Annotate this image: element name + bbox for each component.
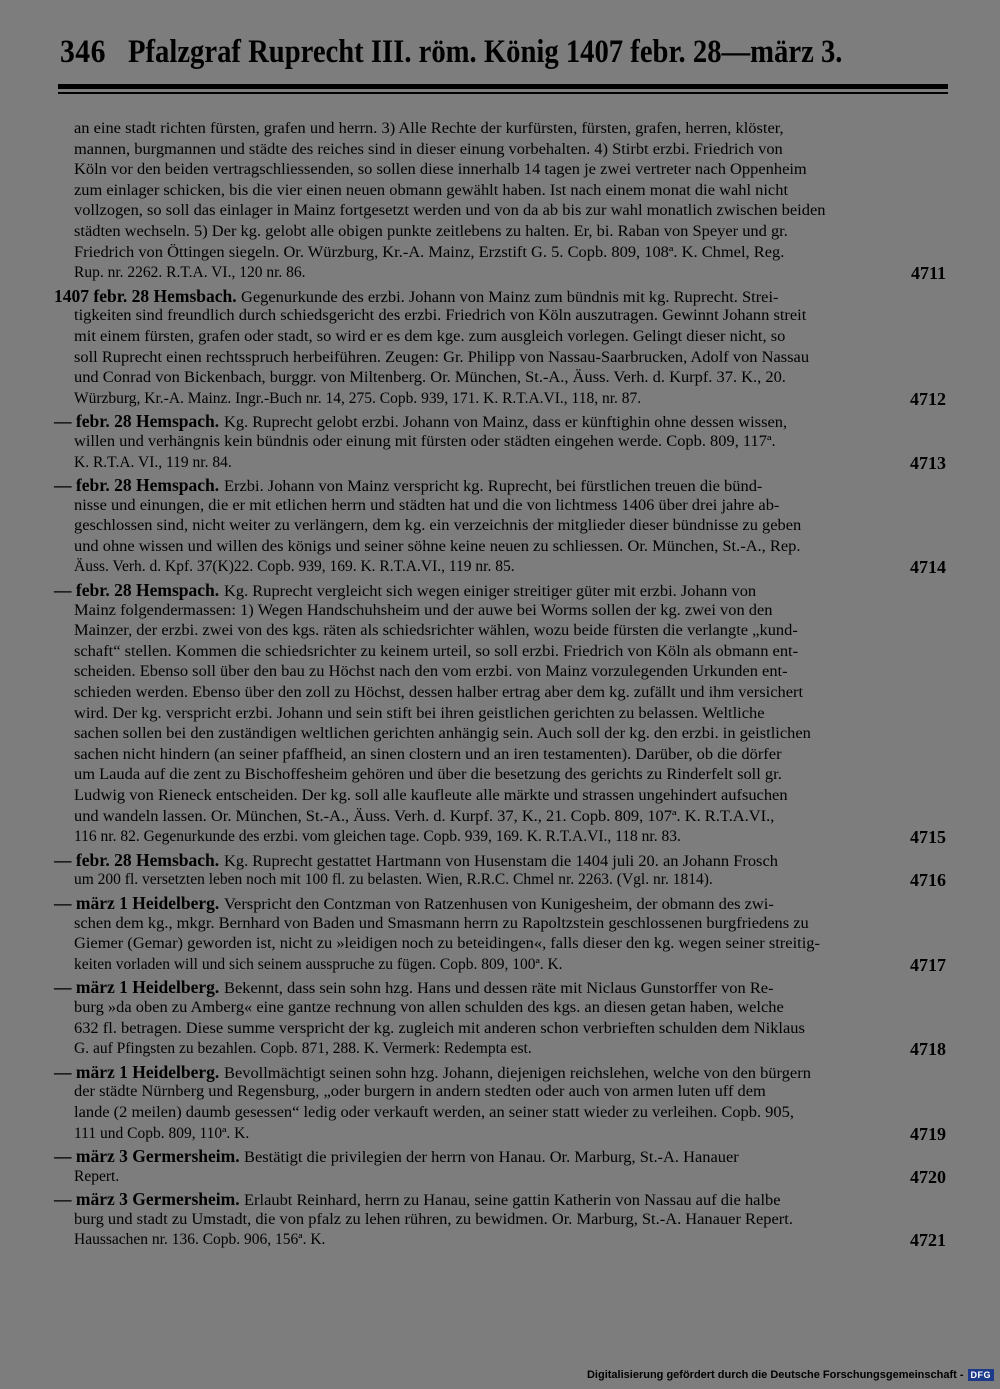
page-title: Pfalzgraf Ruprecht III. röm. König 1407 febr. 28—märz 3. [128, 34, 843, 70]
entry-line [74, 1082, 946, 1103]
entry-line [74, 1103, 946, 1124]
entry-date-place: — febr. 28 Hemspach. [54, 475, 224, 496]
entry-line [74, 1039, 946, 1060]
register-entry [54, 977, 946, 1060]
entry-text: willen und verhängnis kein bündnis oder einung mit fürsten oder städten eingehen werde. Copb. 809, 117ª. [74, 432, 776, 450]
entry-line [54, 1062, 946, 1083]
entry-text: und ohne wissen und willen des königs und seiner söhne keine neuen zu schliessen. Or. München, St.-A., Rep. [74, 537, 801, 555]
entry-line [74, 181, 946, 202]
register-entry [54, 580, 946, 848]
entry-line [74, 389, 946, 410]
entry-text: Erlaubt Reinhard, herrn zu Hanau, seine gattin Katherin von Nassau auf die halbe [244, 1192, 781, 1210]
entry-text: geschlossen sind, nicht weiter zu verlängern, dem kg. ein verzeichnis der mitglieder dieser bündnisse zu geben [74, 517, 802, 535]
entry-line [74, 683, 946, 704]
entry-text: keiten vorladen will und sich seinem ausspruche zu fügen. Copb. 809, 100ª. K. [74, 955, 563, 973]
entry-line [74, 704, 946, 725]
entry-text: um 200 fl. versetzten leben noch mit 100 fl. zu belasten. Wien, R.R.C. Chmel nr. 2263. (Vgl. nr. 1814). [74, 871, 713, 889]
entry-date-place: — märz 3 Germersheim. [54, 1189, 244, 1210]
entry-text: burg und stadt zu Umstadt, die von pfalz zu lehen rühren, zu bewidmen. Or. Marburg, St.-A. Hanauer Repert. [74, 1210, 793, 1228]
entry-line [74, 807, 946, 828]
dfg-logo: DFG [968, 1369, 995, 1381]
entry-text: vollzogen, so soll das einlager in Mainz fortgesetzt werden und von da ab bis zur wahl monatlich zwischen beiden [74, 202, 826, 220]
entry-text: schen dem kg., mkgr. Bernhard von Baden und Smasmann herrn zu Rapoltzstein geschlossenen burgfriedens zu [74, 914, 809, 932]
entry-text: 632 fl. betragen. Diese summe verspricht der kg. zugleich mit anderen schon verbrieften schulden dem Niklaus [74, 1019, 805, 1037]
entry-text: zum einlager schicken, bis die vier einen neuen obmann gewählt haben. Ist nach einem monat die wahl nicht [74, 181, 789, 199]
entry-date-place: — febr. 28 Hemsbach. [54, 849, 224, 870]
entry-line [74, 327, 946, 348]
entry-text: Ludwig von Rieneck entscheiden. Der kg. soll alle kaufleute alle märkte und strassen ungehindert aufsuchen [74, 787, 788, 804]
entry-line [74, 119, 946, 140]
entry-text: nisse und einungen, die er mit etlichen herrn und städten hat und die von lichtmess 1406 über drei jahre ab- [74, 496, 780, 514]
entry-line [74, 160, 946, 181]
entry-line [74, 496, 946, 517]
entry-line [54, 850, 946, 871]
entry-text: 116 nr. 82. Gegenurkunde des erzbi. vom gleichen tage. Copb. 939, 169. K. R.T.A.VI., 118 nr. 83. [74, 828, 681, 846]
entry-date-place: — märz 1 Heidelberg. [54, 977, 224, 998]
entry-text: mannen, burgmannen und städte des reiches sind in dieser einung vorbehalten. 4) Stirbt erzbi. Friedrich von [74, 140, 783, 158]
entry-line [74, 998, 946, 1019]
entry-number: 4712 [910, 388, 946, 409]
entry-text: Verspricht den Contzman von Ratzenhusen von Kunigesheim, der obmann des zwi- [223, 895, 774, 913]
entry-text: G. auf Pfingsten zu bezahlen. Copb. 871, 288. K. Vermerk: Redempta est. [74, 1040, 532, 1058]
entry-line [74, 934, 946, 955]
entry-text: Bevollmächtigt seinen sohn hzg. Johann, diejenigen reichslehen, welche von den bürgern [223, 1064, 811, 1082]
entry-text: und Conrad von Bickenbach, burggr. von Miltenberg. Or. München, St.-A., Äuss. Verh. d. Kurpf. 37. K., 20. [74, 369, 786, 387]
footer-text: Digitalisierung gefördert durch die Deutsche Forschungsgemeinschaft - [586, 1369, 964, 1381]
register-entry [54, 475, 946, 578]
entry-line [74, 140, 946, 161]
entry-text: schaft“ stellen. Kommen die schiedsrichter zu keinem urteil, so soll erzbi. Friedrich von Köln als obmann ent- [74, 642, 799, 660]
entry-text: Kg. Ruprecht gelobt erzbi. Johann von Mainz, dass er künftighin ohne dessen wissen, [223, 414, 787, 432]
entry-line [74, 1019, 946, 1040]
entry-line [54, 286, 946, 307]
entry-date-place: — febr. 28 Hemspach. [54, 580, 224, 601]
entry-text: sachen nicht hindern (an seiner pfaffheid, an sinen clostern und an iren testamenten). Darüber, ob die dörfer [74, 745, 782, 763]
entry-text: Kg. Ruprecht vergleicht sich wegen einiger streitiger güter mit erzbi. Johann von [223, 583, 756, 601]
entry-text: Bekennt, dass sein sohn hzg. Hans und dessen räte mit Niclaus Gunstorffer von Re- [223, 980, 774, 998]
entry-text: mit einem fürsten, grafen oder stadt, so wird er es dem kge. zum ausgleich vorlegen. Gelingt dieser nicht, so [74, 327, 786, 345]
entry-text: tigkeiten sind freundlich durch schiedsgericht des erzbi. Friedrich von Köln auszutragen. Gewinnt Johann streit [74, 307, 807, 325]
entry-date-place: — märz 1 Heidelberg. [54, 1061, 224, 1082]
entry-text: Würzburg, Kr.-A. Mainz. Ingr.-Buch nr. 14, 275. Copb. 939, 171. K. R.T.A.VI., 118, nr. 87. [74, 389, 642, 407]
entry-date-place: — märz 1 Heidelberg. [54, 892, 224, 913]
entry-line [74, 453, 946, 474]
register-entry [54, 892, 946, 975]
entry-text: Bestätigt die privilegien der herrn von Hanau. Or. Marburg, St.-A. Hanauer [244, 1149, 739, 1167]
entry-line [74, 348, 946, 369]
register-entries [54, 119, 946, 1251]
entry-line [74, 201, 946, 222]
entry-line [74, 516, 946, 537]
page-number: 346 [60, 34, 106, 70]
entry-text: um Lauda auf die zent zu Bischoffesheim gehören und über die besetzung des gerichts zu Rinderfelt soll gr. [74, 766, 782, 784]
entry-line [54, 977, 946, 998]
entry-line [74, 222, 946, 243]
entry-text: städten wechseln. 5) Der kg. gelobt alle obigen punkte zeitlebens zu halten. Er, bi. Raban von Speyer und gr. [74, 222, 788, 240]
entry-number: 4721 [910, 1230, 946, 1251]
entry-line [74, 263, 946, 284]
header-rule-thick [58, 84, 948, 89]
entry-text: Repert. [74, 1167, 120, 1185]
register-entry [54, 1061, 946, 1144]
entry-text: Mainz folgendermassen: 1) Wegen Handschuhsheim und der auwe bei Worms sollen der kg. zwei von den [74, 601, 773, 619]
entry-text: burg »da oben zu Amberg« eine gantze rechnung von allen schulden des kgs. an diesen getan haben, welche [74, 998, 784, 1016]
entry-line [74, 368, 946, 389]
entry-line [74, 601, 946, 622]
entry-line [74, 786, 946, 807]
page-header [60, 34, 950, 74]
entry-date-place: — febr. 28 Hemspach. [54, 411, 224, 432]
entry-line [74, 306, 946, 327]
entry-line [74, 621, 946, 642]
entry-line [54, 1189, 946, 1210]
register-entry [54, 411, 946, 473]
entry-line [54, 411, 946, 432]
entry-line [74, 745, 946, 766]
entry-line [74, 537, 946, 558]
entry-line [74, 1210, 946, 1231]
entry-number: 4713 [910, 452, 946, 473]
entry-text: Gegenurkunde des erzbi. Johann von Mainz zum bündnis mit kg. Ruprecht. Strei- [241, 288, 779, 306]
entry-line [74, 642, 946, 663]
entry-text: wird. Der kg. verspricht erzbi. Johann und sein stift bei ihren geistlichen gerichten zu belassen. Weltliche [74, 704, 765, 722]
entry-line [54, 475, 946, 496]
entry-number: 4711 [910, 263, 946, 284]
entry-text: schieden werden. Ebenso über den zoll zu Höchst, dessen halber ertrag aber dem kg. zufällt und ihm versichert [74, 684, 804, 702]
entry-text: der städte Nürnberg und Regensburg, „oder burgern in andern stedten oder auch von armen luten uff dem [74, 1083, 766, 1101]
entry-line [74, 1230, 946, 1251]
entry-text: Äuss. Verh. d. Kpf. 37(K)22. Copb. 939, 169. K. R.T.A.VI., 119 nr. 85. [74, 558, 515, 576]
entry-text: Mainzer, der erzbi. zwei von des kgs. räten als schiedsrichter wählen, wozu beide fürsten die verlangte „kund- [74, 622, 798, 640]
entry-text: Friedrich von Öttingen siegeln. Or. Würzburg, Kr.-A. Mainz, Erzstift G. 5. Copb. 809, 108ª. K. Chmel, Reg. [74, 243, 785, 261]
entry-number: 4716 [910, 870, 946, 891]
entry-text: 111 und Copb. 809, 110ª. K. [74, 1124, 250, 1142]
register-entry [54, 1189, 946, 1251]
entry-number: 4715 [910, 827, 946, 848]
entry-number: 4714 [910, 557, 946, 578]
entry-line [74, 1124, 946, 1145]
register-entry [54, 285, 946, 410]
entry-line [74, 557, 946, 578]
entry-line [74, 765, 946, 786]
entry-date-place: — märz 3 Germersheim. [54, 1146, 244, 1167]
entry-number: 4719 [910, 1123, 946, 1144]
entry-text: an eine stadt richten fürsten, grafen und herrn. 3) Alle Rechte der kurfürsten, fürsten, grafen, herren, klöster, [74, 120, 784, 137]
entry-line [54, 1146, 946, 1167]
entry-line [74, 724, 946, 745]
register-entry [54, 849, 946, 891]
entry-line [74, 955, 946, 976]
entry-text: Kg. Ruprecht gestattet Hartmann von Husenstam die 1404 juli 20. an Johann Frosch [223, 852, 778, 870]
entry-text: Giemer (Gemar) geworden ist, nicht zu »leidigen noch zu beteidingen«, falls dieser den kg. wegen seiner streitig- [74, 935, 820, 953]
entry-line [74, 662, 946, 683]
entry-line [74, 827, 946, 848]
entry-text: Erzbi. Johann von Mainz verspricht kg. Ruprecht, bei fürstlichen treuen die bünd- [223, 478, 762, 496]
entry-text: und wandeln lassen. Or. München, St.-A., Äuss. Verh. d. Kurpf. 37, K., 21. Copb. 809, 107ª. K. R.T.A.VI., [74, 807, 775, 825]
entry-line [74, 432, 946, 453]
entry-number: 4718 [910, 1039, 946, 1060]
entry-line [74, 914, 946, 935]
register-entry [54, 1146, 946, 1187]
register-entry [74, 119, 946, 284]
entry-text: sachen sollen bei den zuständigen weltlichen gerichten anhängig sein. Auch soll der kg. den erzbi. in geistlichen [74, 725, 811, 743]
entry-line [74, 870, 946, 891]
entry-text: K. R.T.A. VI., 119 nr. 84. [74, 453, 232, 471]
entry-text: soll Ruprecht einen rechtsspruch herbeiführen. Zeugen: Gr. Philipp von Nassau-Saarbrucken, Adolf von Nassau [74, 348, 810, 366]
entry-number: 4720 [910, 1166, 946, 1187]
entry-text: scheiden. Ebenso soll über den bau zu Höchst nach den vom erzbi. von Mainz vorzulegenden Urkunden ent- [74, 663, 788, 681]
entry-line [54, 893, 946, 914]
entry-text: lande (2 meilen) daumb gesessen“ ledig oder verkauft werden, an seiner statt wieder zu verleihen. Copb. 905, [74, 1103, 794, 1121]
entry-line [74, 243, 946, 264]
entry-date-place: 1407 febr. 28 Hemsbach. [54, 285, 241, 306]
entry-number: 4717 [910, 954, 946, 975]
entry-line [74, 1167, 946, 1188]
entry-text: Köln vor den beiden vertragschliessenden, so sollen diese innerhalb 14 tagen je zwei vertreter nach Oppenheim [74, 161, 807, 179]
entry-text: Haussachen nr. 136. Copb. 906, 156ª. K. [74, 1231, 326, 1249]
footer-credit [587, 1369, 994, 1381]
entry-text: Rup. nr. 2262. R.T.A. VI., 120 nr. 86. [74, 264, 306, 282]
entry-line [54, 580, 946, 601]
header-rule-thin [58, 92, 948, 94]
